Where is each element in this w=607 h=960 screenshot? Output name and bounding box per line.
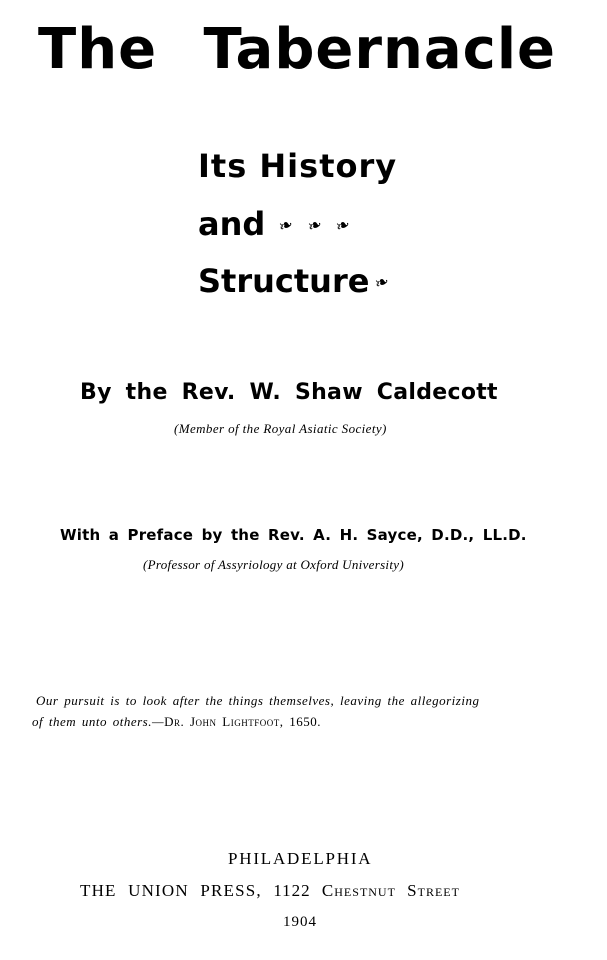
imprint-publisher-line [80,881,460,901]
epigraph-line-2 [32,711,479,732]
fleuron-icon: ❧ [276,213,297,238]
book-title: The Tabernacle [38,17,557,82]
subtitle-text-2: and [198,205,266,243]
imprint-publisher: THE UNION PRESS, [80,881,262,900]
preface-credit: With a Preface by the Rev. A. H. Sayce, D.D., LL.D. [60,526,527,544]
author-affiliation: (Member of the Royal Asiatic Society) [174,421,387,436]
subtitle-text-3: Structure [198,262,370,300]
fleuron-icon: ❧ [332,213,353,238]
subtitle-text-1: Its History [198,147,398,185]
subtitle-line-2 [198,205,353,243]
imprint-city: PHILADELPHIA [228,849,373,868]
epigraph-line-1: Our pursuit is to look after the things themselves, leaving the allegorizing [36,693,480,708]
subtitle-line-3 [198,262,393,300]
fleuron-icon: ❧ [304,213,325,238]
imprint-address: 1122 Chestnut Street [273,881,460,900]
imprint-year: 1904 [283,914,317,930]
fleuron-icon: ❧ [372,270,393,295]
epigraph-attribution: Dr. John Lightfoot, 1650. [164,714,321,729]
epigraph-text: of them unto others.— [32,714,165,729]
epigraph [32,690,480,732]
subtitle-line-1 [198,147,398,185]
preface-affiliation: (Professor of Assyriology at Oxford University) [143,557,404,572]
author-byline: By the Rev. W. Shaw Caldecott [80,380,498,405]
